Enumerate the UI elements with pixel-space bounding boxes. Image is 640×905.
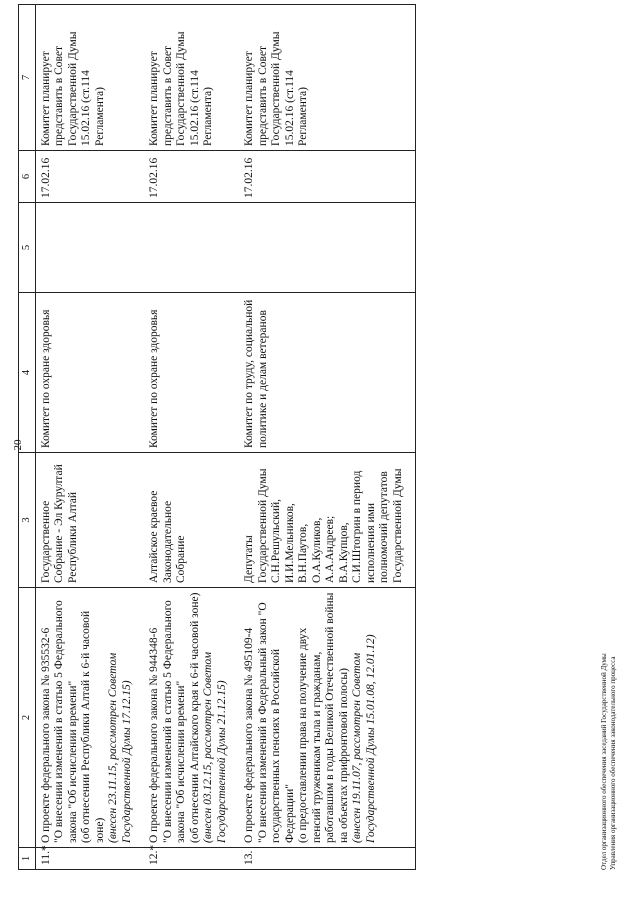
col5-cell [144, 203, 239, 293]
footer-line: Управления организационного обеспечения законодательного процесса [608, 656, 617, 870]
committee-cell: Комитет по охране здоровья [35, 293, 144, 453]
column-header: 4 [19, 293, 36, 453]
column-header: 3 [19, 453, 36, 588]
row-number: 12.* [144, 848, 239, 870]
table-row [239, 5, 416, 870]
bill-head: О проекте федерального закона № 944348-6 [148, 627, 160, 843]
column-header: 7 [19, 5, 36, 151]
col5-cell [35, 203, 144, 293]
footer [600, 470, 617, 870]
table-row [144, 5, 239, 870]
date-cell: 17.02.16 [144, 151, 239, 203]
decision-cell: Комитет планирует представить в Совет Государственной Думы 15.02.16 (ст.114 Регламента) [35, 5, 144, 151]
page-number: 20 [12, 439, 24, 451]
column-header: 1 [19, 848, 36, 870]
author-cell: Государственное Собрание - Эл Курултай Республики Алтай [35, 453, 144, 588]
header-row [19, 5, 36, 870]
committee-cell: Комитет по труду, социальной политике и делам ветеранов [239, 293, 416, 453]
decision-cell: Комитет планирует представить в Совет Государственной Думы 15.02.16 (ст.114 Регламента) [144, 5, 239, 151]
bill-meta: (внесен 03.12.15, рассмотрен Советом Государственной Думы 21.12.15) [202, 651, 228, 843]
bill-meta: (внесен 19.11.07, рассмотрен Советом Государственной Думы 15.01.08, 12.01.12) [351, 634, 377, 843]
date-cell: 17.02.16 [239, 151, 416, 203]
bill-note: (об отнесении Алтайского края к 6-й часовой зоне) [188, 592, 201, 843]
author-cell: Алтайское краевое Законодательное Собрание [144, 453, 239, 588]
table-row [35, 5, 144, 870]
footer-line: Отдел организационного обеспечения заседаний Государственной Думы [600, 653, 608, 870]
column-header: 2 [19, 588, 36, 848]
committee-cell: Комитет по охране здоровья [144, 293, 239, 453]
bill-meta: (внесен 23.11.15, рассмотрен Советом Государственной Думы 17.12.15) [107, 652, 133, 843]
date-cell: 17.02.16 [35, 151, 144, 203]
col5-cell [239, 203, 416, 293]
row-number: 13. [239, 848, 416, 870]
bill-note: (о предоставлении права на получение двух пенсий труженикам тыла и гражданам, работавшим в годы Великой Отечественной войны на объектах прифронтовой полосы) [297, 592, 350, 843]
author-cell: Депутаты Государственной Думы С.Н.Решульский, И.И.Мельников, В.Н.Паутов, О.А.Куликов, А.А.Андреев; В.А.Купцов, С.И.Штогрин в период исполнения ими полномочий депутатов Государственной Думы [239, 453, 416, 588]
bill-cell [35, 588, 144, 848]
row-number: 11.* [35, 848, 144, 870]
bill-cell [239, 588, 416, 848]
bill-head: О проекте федерального закона № 935532-6 [39, 627, 52, 843]
bill-head: О проекте федерального закона № 495109-4 [243, 627, 255, 843]
bills-table [18, 4, 416, 870]
decision-cell: Комитет планирует представить в Совет Государственной Думы 15.02.16 (ст.114 Регламента) [239, 5, 416, 151]
bill-note: (об отнесении Республики Алтай к 6-й часовой зоне) [80, 610, 106, 843]
column-header: 6 [19, 151, 36, 203]
bill-title: "О внесении изменений в статью 5 Федерального закона "Об исчислении времени" [53, 600, 79, 843]
bill-title: "О внесении изменений в статью 5 Федерального закона "Об исчислении времени" [161, 600, 187, 843]
bill-cell [144, 588, 239, 848]
bill-title: "О внесении изменений в Федеральный закон "О государственных пенсиях в Российской Федерации" [256, 602, 296, 843]
column-header: 5 [19, 203, 36, 293]
